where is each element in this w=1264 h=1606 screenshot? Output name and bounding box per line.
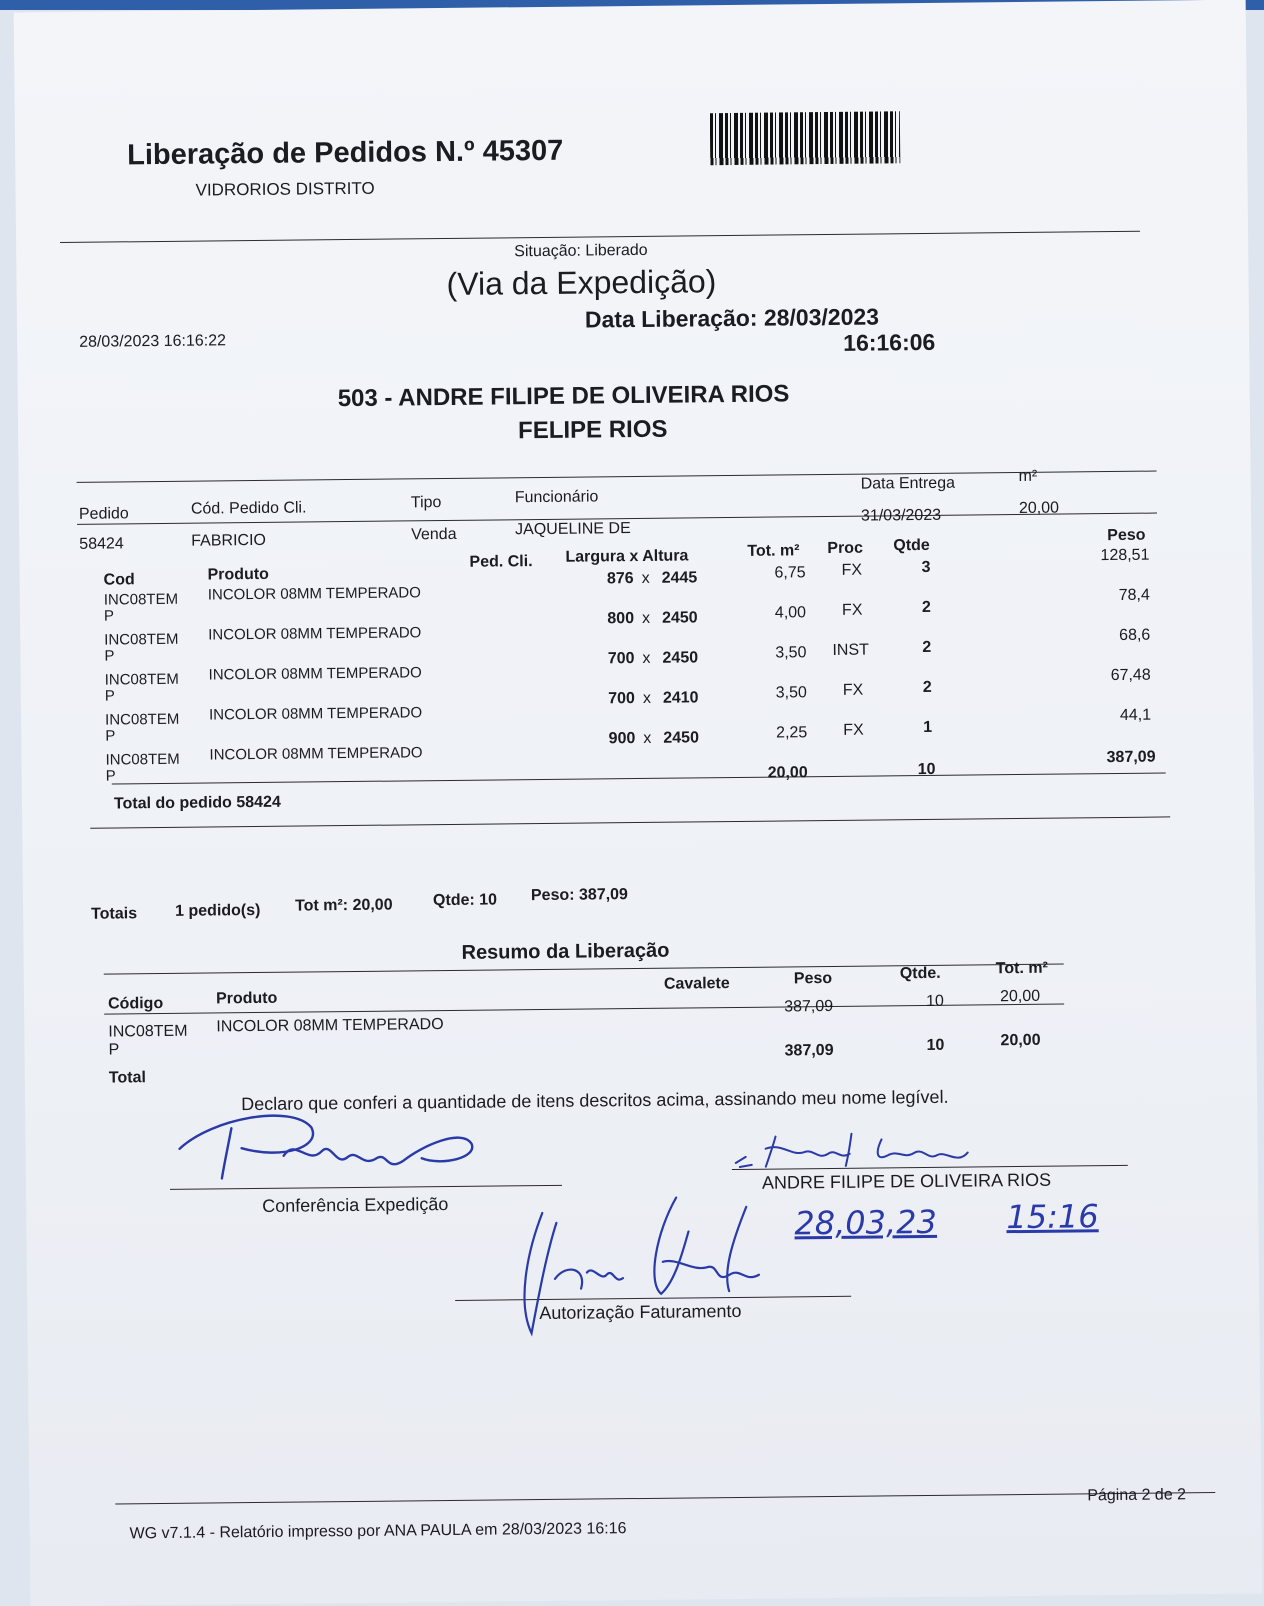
row-peso: 44,1 — [1119, 706, 1152, 724]
row-cod-suffix: P — [105, 727, 116, 745]
row-proc: FX — [842, 681, 864, 699]
col-dimensions: Largura x Altura — [565, 547, 689, 566]
row-largura: 700 — [608, 690, 635, 708]
summary-row-qtde: 10 — [926, 992, 944, 1010]
order-total-label: Total do pedido 58424 — [113, 793, 281, 813]
row-tot-m2: 3,50 — [775, 684, 807, 702]
value-funcionario: JAQUELINE DE — [515, 520, 631, 539]
row-proc: FX — [843, 721, 864, 739]
row-tot-m2: 2,25 — [776, 724, 808, 742]
summary-col-tot-m2: Tot. m² — [995, 959, 1048, 978]
divider — [90, 816, 1170, 828]
summary-row-cod-suffix: P — [108, 1041, 120, 1059]
row-peso: 128,51 — [1100, 546, 1150, 565]
label-pedido: Pedido — [78, 505, 129, 523]
row-altura: 2445 — [661, 569, 698, 587]
row-qtde: 3 — [921, 558, 931, 577]
value-cod-pedido-cli: FABRICIO — [191, 531, 267, 550]
value-pedido: 58424 — [79, 535, 124, 553]
col-peso: Peso — [1107, 526, 1146, 545]
release-time: 16:16:06 — [843, 328, 936, 356]
row-cod: INC08TEM — [103, 590, 179, 609]
col-produto: Produto — [207, 565, 270, 584]
summary-row-produto: INCOLOR 08MM TEMPERADO — [216, 1016, 444, 1036]
summary-col-codigo: Código — [107, 994, 164, 1013]
printed-timestamp: 28/03/2023 16:16:22 — [79, 332, 227, 351]
client-name: 503 - ANDRE FILIPE DE OLIVEIRA RIOS — [337, 380, 790, 413]
handwritten-date: 28,03,23 — [794, 1202, 938, 1243]
row-largura: 876 — [606, 570, 634, 588]
row-cod: INC08TEM — [104, 670, 179, 689]
barcode — [710, 111, 901, 165]
col-cod: Cod — [103, 571, 135, 589]
summary-title: Resumo da Liberação — [461, 939, 670, 964]
status-text: Situação: Liberado — [514, 241, 648, 261]
summary-row-peso: 387,09 — [784, 997, 834, 1016]
row-tot-m2: 4,00 — [774, 604, 807, 622]
summary-total-peso: 387,09 — [784, 1041, 834, 1060]
order-total-m2: 20,00 — [767, 764, 808, 782]
row-proc: INST — [832, 641, 869, 659]
client-nickname: FELIPE RIOS — [517, 415, 668, 445]
label-tipo: Tipo — [410, 494, 442, 512]
totals-qtde: Qtde: 10 — [432, 891, 498, 910]
row-produto: INCOLOR 08MM TEMPERADO — [208, 624, 422, 644]
summary-col-peso: Peso — [793, 969, 833, 988]
label-cod-pedido-cli: Cód. Pedido Cli. — [190, 499, 307, 518]
col-proc: Proc — [827, 539, 864, 558]
summary-total-qtde: 10 — [926, 1036, 945, 1054]
signature-faturamento — [496, 1190, 798, 1348]
col-qtde: Qtde — [893, 536, 930, 555]
row-cod: INC08TEM — [105, 710, 180, 729]
row-x: x — [642, 649, 651, 667]
summary-total-tot-m2: 20,00 — [1000, 1031, 1041, 1050]
release-date: Data Liberação: 28/03/2023 — [584, 303, 880, 333]
row-peso: 78,4 — [1118, 586, 1150, 604]
order-total-qtde: 10 — [917, 760, 936, 779]
summary-col-qtde: Qtde. — [899, 964, 941, 983]
row-tot-m2: 3,50 — [775, 644, 807, 662]
summary-total-label: Total — [108, 1069, 146, 1087]
row-cod: INC08TEM — [104, 630, 179, 649]
row-cod: INC08TEM — [105, 750, 180, 769]
value-m2: 20,00 — [1018, 499, 1060, 517]
totals-label: Totais — [91, 905, 138, 923]
signature-expedicao — [171, 1106, 492, 1194]
summary-col-produto: Produto — [215, 989, 278, 1008]
handwritten-time: 15:16 — [1006, 1197, 1099, 1237]
row-altura: 2450 — [662, 649, 699, 667]
document-title: Liberação de Pedidos N.º 45307 — [127, 134, 564, 172]
row-largura: 700 — [607, 650, 635, 668]
row-proc: FX — [841, 601, 863, 619]
declaration-text: Declaro que conferi a quantidade de itens descritos acima, assinando meu nome legível. — [241, 1086, 949, 1115]
value-tipo: Venda — [411, 525, 457, 544]
totals-m2: Tot m²: 20,00 — [294, 896, 393, 915]
row-largura: 900 — [608, 730, 636, 748]
value-data-entrega: 31/03/2023 — [860, 506, 942, 525]
row-cod-suffix: P — [105, 767, 116, 785]
totals-peso: Peso: 387,09 — [530, 886, 629, 905]
row-x: x — [642, 689, 651, 707]
divider — [112, 772, 1166, 784]
label-funcionario: Funcionário — [514, 488, 599, 507]
order-total-peso: 387,09 — [1106, 748, 1156, 767]
row-x: x — [641, 569, 650, 587]
summary-row-cod: INC08TEM — [108, 1022, 188, 1041]
row-cod-suffix: P — [104, 647, 115, 665]
row-x: x — [641, 609, 651, 627]
document-sheet — [14, 0, 1263, 1606]
row-peso: 67,48 — [1110, 666, 1151, 685]
divider — [60, 231, 1140, 243]
via-title: (Via da Expedição) — [446, 263, 717, 302]
row-produto: INCOLOR 08MM TEMPERADO — [209, 744, 423, 764]
label-m2: m² — [1018, 467, 1038, 485]
divider — [77, 471, 1157, 483]
row-qtde: 2 — [922, 638, 932, 657]
expedicao-label: Conferência Expedição — [262, 1194, 449, 1216]
footer-page-number: Página 2 de 2 — [1087, 1486, 1187, 1505]
row-altura: 2410 — [662, 689, 699, 707]
row-qtde: 2 — [921, 598, 931, 617]
summary-col-cavalete: Cavalete — [663, 975, 730, 993]
totals-pedidos: 1 pedido(s) — [175, 901, 261, 920]
footer-printed-by: WG v7.1.4 - Relatório impresso por ANA PAULA em 28/03/2023 16:16 — [129, 1520, 627, 1543]
row-peso: 68,6 — [1119, 626, 1151, 644]
row-altura: 2450 — [663, 729, 700, 747]
row-largura: 800 — [607, 610, 635, 628]
row-qtde: 1 — [923, 718, 933, 737]
row-cod-suffix: P — [104, 687, 115, 705]
summary-row-tot-m2: 20,00 — [999, 987, 1041, 1006]
col-tot-m2: Tot. m² — [747, 542, 800, 560]
row-produto: INCOLOR 08MM TEMPERADO — [208, 664, 422, 684]
col-ped-cli: Ped. Cli. — [469, 553, 533, 571]
row-qtde: 2 — [922, 678, 932, 697]
faturamento-label: Autorização Faturamento — [539, 1300, 742, 1324]
row-produto: INCOLOR 08MM TEMPERADO — [208, 704, 423, 724]
row-proc: FX — [841, 561, 863, 579]
label-data-entrega: Data Entrega — [860, 474, 956, 493]
row-produto: INCOLOR 08MM TEMPERADO — [207, 584, 421, 604]
row-cod-suffix: P — [103, 607, 115, 625]
client-signature-name: ANDRE FILIPE DE OLIVEIRA RIOS — [761, 1169, 1052, 1193]
row-x: x — [643, 729, 652, 747]
company-name: VIDRORIOS DISTRITO — [195, 178, 375, 200]
row-altura: 2450 — [661, 609, 698, 627]
divider — [115, 1492, 1215, 1505]
row-tot-m2: 6,75 — [774, 564, 806, 582]
